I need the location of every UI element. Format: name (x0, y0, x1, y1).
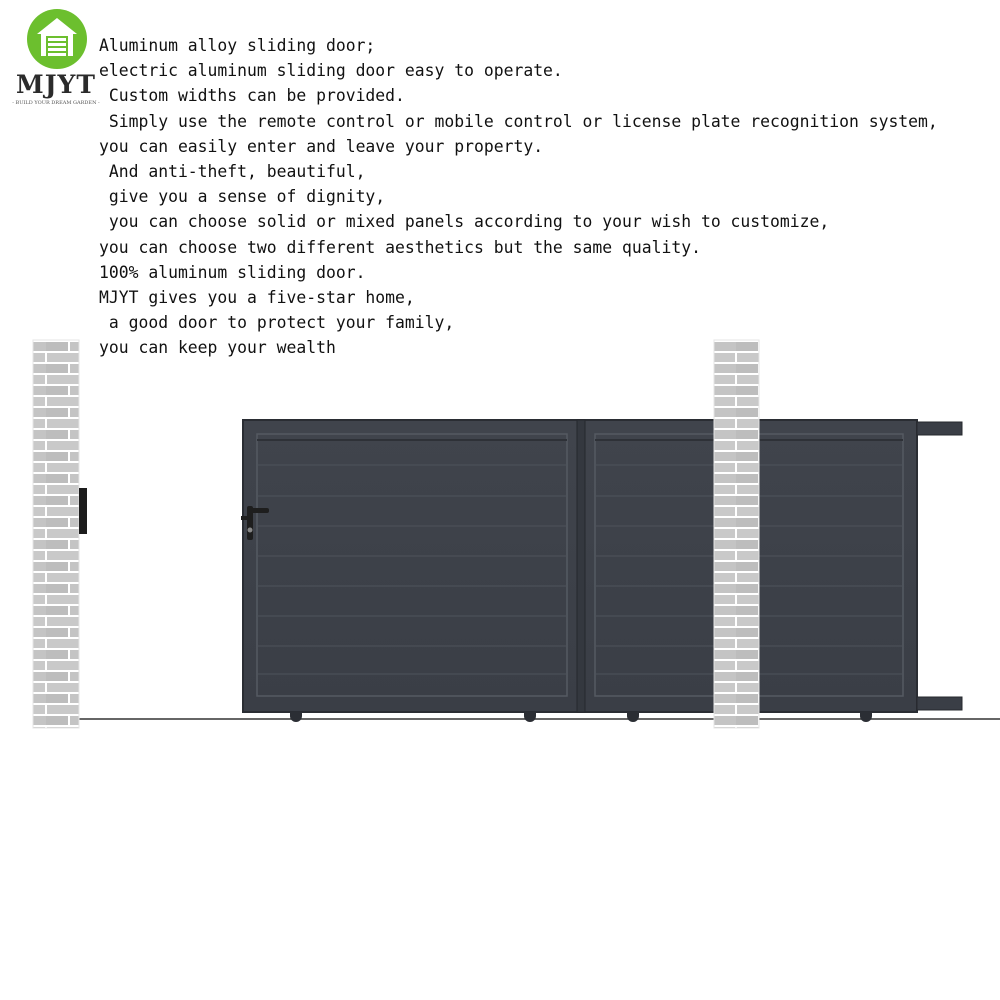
description-line: And anti-theft, beautiful, (99, 161, 366, 181)
description-line: Custom widths can be provided. (99, 86, 405, 106)
gate-wheels (290, 712, 872, 722)
brand-name: MJYT (16, 70, 96, 99)
right-brick-pillar (714, 340, 759, 728)
description-line: give you a sense of dignity, (99, 187, 386, 207)
gate-receiver (79, 488, 87, 534)
brand-tagline: - BUILD YOUR DREAM GARDEN - (12, 100, 100, 106)
product-description (99, 33, 938, 360)
sliding-gate-illustration (0, 330, 1000, 740)
description-line: MJYT gives you a five-star home, (99, 287, 415, 307)
description-line: 100% aluminum sliding door. (99, 262, 366, 282)
brand-logo (6, 8, 100, 104)
description-line: Simply use the remote control or mobile control or license plate recognition system, (99, 111, 938, 131)
description-line: you can choose solid or mixed panels according to your wish to customize, (99, 212, 830, 232)
description-line: Aluminum alloy sliding door; (99, 36, 376, 55)
description-line: you can choose two different aesthetics but the same quality. (99, 237, 701, 257)
description-line: you can easily enter and leave your property. (99, 136, 544, 156)
gate-bottom-arm (917, 697, 962, 710)
garage-house-icon (26, 8, 88, 70)
left-brick-pillar (33, 340, 79, 728)
gate-top-arm (917, 422, 962, 435)
description-line: a good door to protect your family, (99, 313, 455, 333)
gate-leaf-left (243, 420, 581, 712)
description-line: electric aluminum sliding door easy to operate. (99, 61, 563, 81)
description-line: you can keep your wealth (99, 338, 336, 358)
gate-center-joint (577, 420, 585, 712)
